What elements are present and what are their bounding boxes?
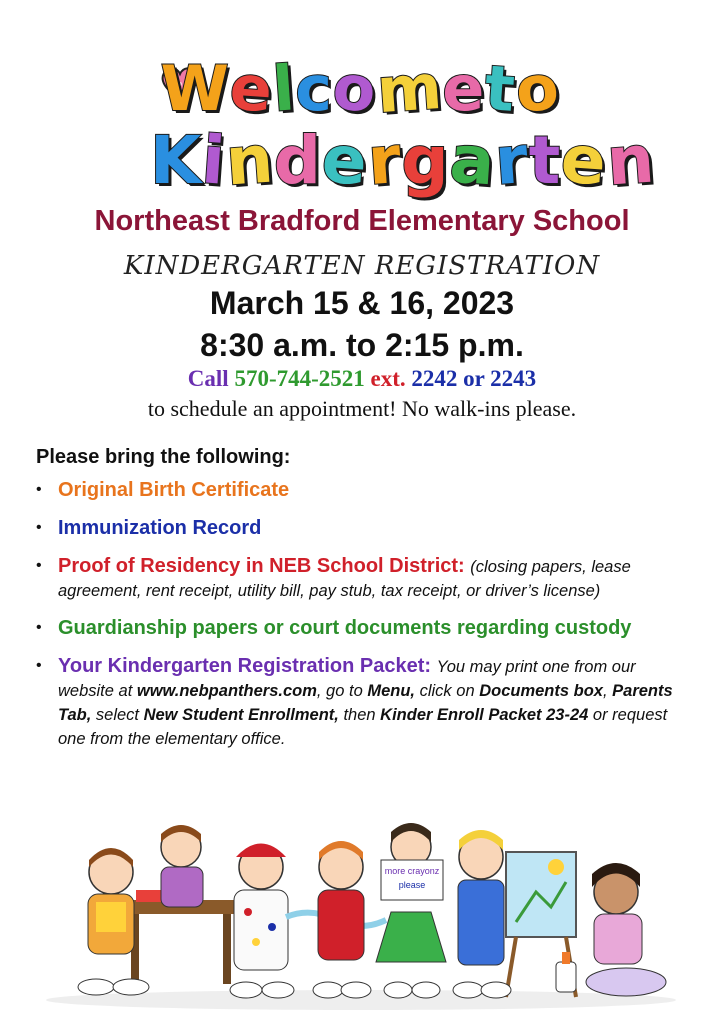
item-label: Guardianship papers or court documents regarding custody	[58, 617, 632, 639]
item-note: (closing papers, lease agreement, rent receipt, utility bill, pay stub, tax receipt, or driver’s license)	[58, 558, 631, 600]
list-item	[36, 616, 696, 640]
registration-dates: March 15 & 16, 2023	[209, 285, 515, 321]
banner-line-kindergarten: Kindergarten	[150, 120, 658, 201]
website-link[interactable]: www.nebpanthers.com	[136, 682, 317, 700]
bullet-icon: •	[36, 557, 42, 574]
school-name: Northeast Bradford Elementary School	[94, 205, 630, 237]
welcome-banner	[150, 49, 658, 202]
bullet-icon: •	[36, 519, 42, 536]
sign-text: more crayonz	[384, 866, 440, 876]
bullet-icon: •	[36, 657, 42, 674]
list-item	[36, 478, 696, 502]
call-word: Call	[187, 366, 229, 391]
ext-word: ext.	[370, 366, 406, 391]
call-line	[0, 366, 724, 392]
extension-numbers: 2242 or 2243	[411, 366, 537, 391]
children-illustration	[36, 812, 686, 1012]
list-item	[36, 516, 696, 540]
schedule-note: to schedule an appointment! No walk-ins please.	[147, 396, 577, 421]
child-figure	[313, 841, 371, 998]
registration-title: KINDERGARTEN REGISTRATION	[123, 251, 601, 281]
registration-times: 8:30 a.m. to 2:15 p.m.	[200, 327, 524, 363]
list-item	[36, 654, 696, 750]
bring-heading: Please bring the following:	[36, 446, 291, 468]
item-label: Immunization Record	[58, 517, 262, 539]
bullet-icon: •	[36, 481, 42, 498]
child-figure	[453, 830, 511, 998]
item-note: You may print one from our website at www.nebpanthers.com, go to Menu, click on Documents box, Parents Tab, select New Student Enrollment, then Kinder Enroll Packet 23-24 or request one from the elementary office.	[58, 658, 673, 748]
phone-number: 570-744-2521	[234, 366, 365, 391]
banner-line-welcome: Welcometo	[160, 49, 562, 128]
item-label: Proof of Residency in NEB School District:	[58, 555, 465, 577]
child-figure	[376, 823, 446, 998]
list-item	[36, 554, 696, 602]
required-items-list	[36, 478, 696, 764]
child-figure	[586, 863, 666, 996]
bullet-icon: •	[36, 619, 42, 636]
child-figure	[161, 825, 203, 907]
child-figure	[230, 844, 294, 999]
item-label: Your Kindergarten Registration Packet:	[58, 655, 432, 677]
item-label: Original Birth Certificate	[58, 479, 290, 501]
svg-text:please: please	[398, 880, 426, 890]
